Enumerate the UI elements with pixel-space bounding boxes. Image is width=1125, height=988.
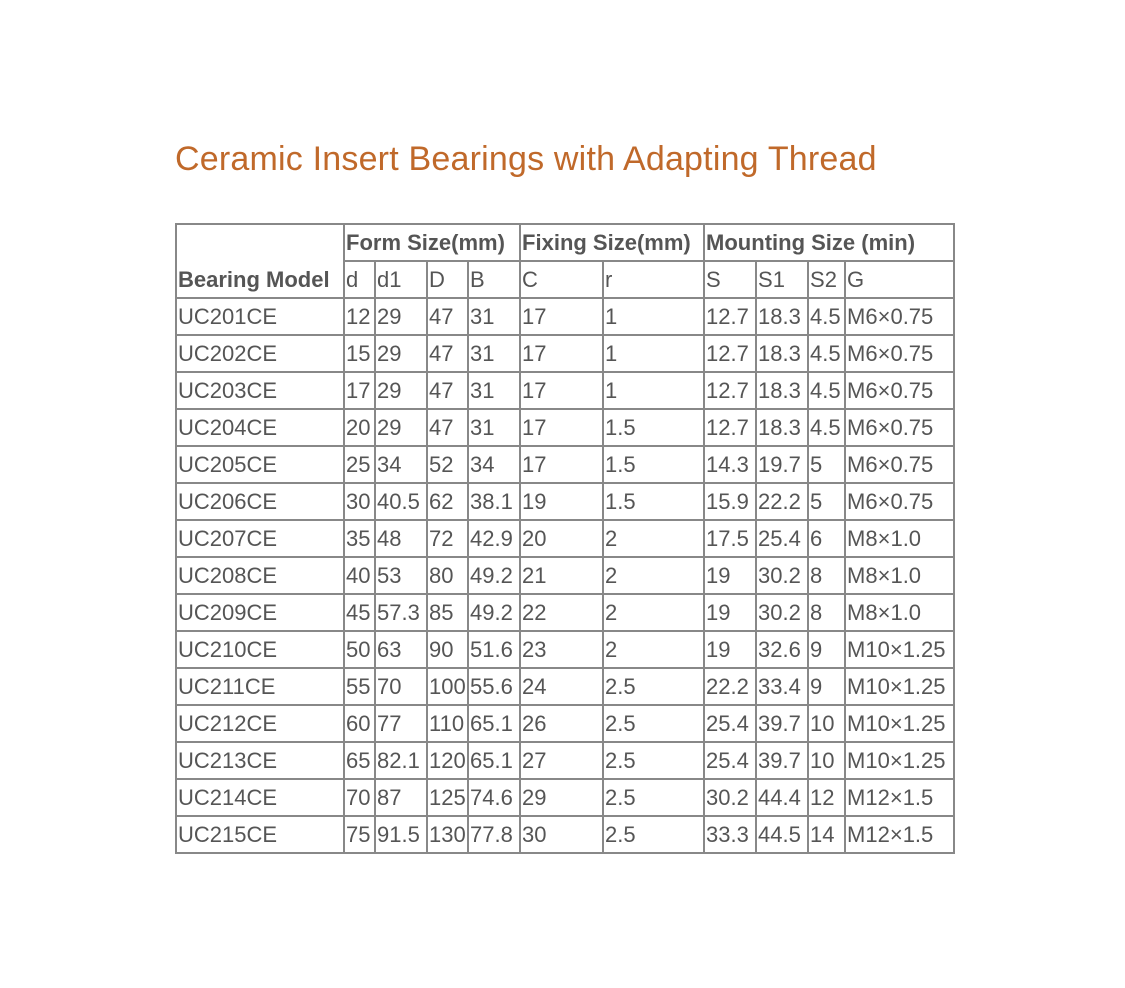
cell-D: 47 (427, 409, 468, 446)
cell-S: 12.7 (704, 372, 756, 409)
cell-d1: 40.5 (375, 483, 427, 520)
cell-d: 35 (344, 520, 375, 557)
cell-d1: 87 (375, 779, 427, 816)
cell-S2: 10 (808, 742, 845, 779)
cell-S1: 39.7 (756, 705, 808, 742)
cell-B: 77.8 (468, 816, 520, 853)
cell-d1: 77 (375, 705, 427, 742)
cell-d: 40 (344, 557, 375, 594)
column-header-d1: d1 (375, 261, 427, 298)
cell-r: 1 (603, 335, 704, 372)
cell-d1: 29 (375, 372, 427, 409)
cell-S1: 44.5 (756, 816, 808, 853)
cell-G: M10×1.25 (845, 705, 954, 742)
cell-C: 23 (520, 631, 603, 668)
table-row (176, 372, 954, 409)
cell-C: 20 (520, 520, 603, 557)
cell-C: 21 (520, 557, 603, 594)
cell-S1: 32.6 (756, 631, 808, 668)
cell-S2: 4.5 (808, 298, 845, 335)
cell-d: 30 (344, 483, 375, 520)
cell-r: 1 (603, 298, 704, 335)
cell-d: 45 (344, 594, 375, 631)
cell-d: 50 (344, 631, 375, 668)
cell-G: M6×0.75 (845, 335, 954, 372)
cell-C: 17 (520, 446, 603, 483)
cell-S2: 4.5 (808, 409, 845, 446)
column-header-S1: S1 (756, 261, 808, 298)
cell-C: 30 (520, 816, 603, 853)
cell-S1: 18.3 (756, 372, 808, 409)
cell-r: 2.5 (603, 742, 704, 779)
column-header-bearing-model: Bearing Model (176, 224, 344, 298)
cell-G: M12×1.5 (845, 779, 954, 816)
cell-C: 24 (520, 668, 603, 705)
cell-D: 80 (427, 557, 468, 594)
cell-S2: 14 (808, 816, 845, 853)
cell-B: 38.1 (468, 483, 520, 520)
cell-C: 22 (520, 594, 603, 631)
cell-B: 55.6 (468, 668, 520, 705)
cell-S1: 30.2 (756, 557, 808, 594)
cell-C: 17 (520, 409, 603, 446)
cell-d: 15 (344, 335, 375, 372)
cell-bearing-model: UC203CE (176, 372, 344, 409)
cell-r: 2 (603, 631, 704, 668)
table-row (176, 483, 954, 520)
cell-d: 12 (344, 298, 375, 335)
table-row (176, 816, 954, 853)
cell-S1: 18.3 (756, 335, 808, 372)
group-header-fixing-size: Fixing Size(mm) (520, 224, 704, 261)
cell-bearing-model: UC202CE (176, 335, 344, 372)
cell-r: 2 (603, 520, 704, 557)
table-row (176, 594, 954, 631)
cell-G: M6×0.75 (845, 372, 954, 409)
cell-bearing-model: UC210CE (176, 631, 344, 668)
cell-C: 27 (520, 742, 603, 779)
cell-S2: 9 (808, 631, 845, 668)
cell-r: 2 (603, 594, 704, 631)
cell-S2: 12 (808, 779, 845, 816)
cell-d: 17 (344, 372, 375, 409)
cell-C: 17 (520, 335, 603, 372)
cell-G: M12×1.5 (845, 816, 954, 853)
cell-d1: 82.1 (375, 742, 427, 779)
cell-bearing-model: UC215CE (176, 816, 344, 853)
table-row (176, 779, 954, 816)
cell-D: 100 (427, 668, 468, 705)
cell-d: 65 (344, 742, 375, 779)
cell-S1: 44.4 (756, 779, 808, 816)
cell-S1: 39.7 (756, 742, 808, 779)
column-header-d: d (344, 261, 375, 298)
cell-bearing-model: UC211CE (176, 668, 344, 705)
cell-S1: 19.7 (756, 446, 808, 483)
cell-B: 65.1 (468, 742, 520, 779)
cell-r: 2.5 (603, 779, 704, 816)
cell-bearing-model: UC214CE (176, 779, 344, 816)
table-row (176, 446, 954, 483)
column-header-S2: S2 (808, 261, 845, 298)
cell-d1: 70 (375, 668, 427, 705)
table-row (176, 705, 954, 742)
cell-S2: 8 (808, 594, 845, 631)
cell-S: 14.3 (704, 446, 756, 483)
cell-d1: 29 (375, 409, 427, 446)
cell-S2: 4.5 (808, 372, 845, 409)
cell-G: M6×0.75 (845, 409, 954, 446)
cell-G: M8×1.0 (845, 594, 954, 631)
cell-B: 31 (468, 372, 520, 409)
column-header-S: S (704, 261, 756, 298)
cell-r: 2.5 (603, 705, 704, 742)
cell-S: 17.5 (704, 520, 756, 557)
cell-B: 74.6 (468, 779, 520, 816)
cell-S2: 5 (808, 446, 845, 483)
cell-S: 22.2 (704, 668, 756, 705)
cell-d: 55 (344, 668, 375, 705)
cell-B: 34 (468, 446, 520, 483)
cell-d1: 63 (375, 631, 427, 668)
cell-S1: 18.3 (756, 298, 808, 335)
cell-d1: 29 (375, 335, 427, 372)
cell-D: 110 (427, 705, 468, 742)
cell-bearing-model: UC212CE (176, 705, 344, 742)
cell-r: 2 (603, 557, 704, 594)
cell-S: 25.4 (704, 742, 756, 779)
cell-bearing-model: UC205CE (176, 446, 344, 483)
cell-S2: 8 (808, 557, 845, 594)
cell-S: 19 (704, 594, 756, 631)
cell-d: 25 (344, 446, 375, 483)
group-header-mounting-size: Mounting Size (min) (704, 224, 954, 261)
page-title: Ceramic Insert Bearings with Adapting Thread (175, 140, 877, 178)
cell-d: 60 (344, 705, 375, 742)
cell-G: M10×1.25 (845, 742, 954, 779)
cell-D: 125 (427, 779, 468, 816)
table-row (176, 335, 954, 372)
cell-D: 47 (427, 372, 468, 409)
cell-S2: 10 (808, 705, 845, 742)
cell-D: 62 (427, 483, 468, 520)
cell-d1: 29 (375, 298, 427, 335)
cell-G: M6×0.75 (845, 483, 954, 520)
cell-D: 120 (427, 742, 468, 779)
table-row (176, 668, 954, 705)
cell-C: 29 (520, 779, 603, 816)
cell-G: M10×1.25 (845, 668, 954, 705)
group-header-form-size: Form Size(mm) (344, 224, 520, 261)
cell-D: 72 (427, 520, 468, 557)
table-row (176, 631, 954, 668)
cell-B: 31 (468, 335, 520, 372)
cell-bearing-model: UC209CE (176, 594, 344, 631)
column-header-G: G (845, 261, 954, 298)
cell-C: 26 (520, 705, 603, 742)
cell-S1: 22.2 (756, 483, 808, 520)
cell-C: 19 (520, 483, 603, 520)
cell-B: 31 (468, 409, 520, 446)
cell-D: 85 (427, 594, 468, 631)
cell-B: 65.1 (468, 705, 520, 742)
cell-G: M6×0.75 (845, 298, 954, 335)
cell-bearing-model: UC204CE (176, 409, 344, 446)
cell-D: 47 (427, 335, 468, 372)
cell-S: 12.7 (704, 409, 756, 446)
cell-r: 1.5 (603, 483, 704, 520)
cell-d1: 91.5 (375, 816, 427, 853)
table-row (176, 520, 954, 557)
cell-bearing-model: UC201CE (176, 298, 344, 335)
cell-S1: 30.2 (756, 594, 808, 631)
cell-S1: 18.3 (756, 409, 808, 446)
cell-D: 130 (427, 816, 468, 853)
table-row (176, 742, 954, 779)
cell-bearing-model: UC206CE (176, 483, 344, 520)
table-row (176, 409, 954, 446)
cell-S: 12.7 (704, 298, 756, 335)
cell-D: 90 (427, 631, 468, 668)
cell-D: 47 (427, 298, 468, 335)
cell-S1: 25.4 (756, 520, 808, 557)
cell-S: 15.9 (704, 483, 756, 520)
table-row (176, 557, 954, 594)
cell-S: 25.4 (704, 705, 756, 742)
column-header-r: r (603, 261, 704, 298)
cell-r: 1 (603, 372, 704, 409)
cell-S: 19 (704, 557, 756, 594)
cell-S2: 5 (808, 483, 845, 520)
cell-r: 1.5 (603, 409, 704, 446)
cell-d1: 34 (375, 446, 427, 483)
table-row (176, 298, 954, 335)
cell-d: 75 (344, 816, 375, 853)
cell-bearing-model: UC207CE (176, 520, 344, 557)
group-header-row (176, 224, 954, 261)
cell-B: 31 (468, 298, 520, 335)
cell-S2: 9 (808, 668, 845, 705)
cell-G: M10×1.25 (845, 631, 954, 668)
cell-C: 17 (520, 372, 603, 409)
cell-B: 49.2 (468, 594, 520, 631)
cell-bearing-model: UC213CE (176, 742, 344, 779)
cell-B: 51.6 (468, 631, 520, 668)
column-header-B: B (468, 261, 520, 298)
cell-r: 1.5 (603, 446, 704, 483)
cell-r: 2.5 (603, 816, 704, 853)
cell-d1: 57.3 (375, 594, 427, 631)
bearing-spec-table (175, 223, 955, 854)
cell-S: 30.2 (704, 779, 756, 816)
cell-C: 17 (520, 298, 603, 335)
cell-G: M8×1.0 (845, 557, 954, 594)
cell-d: 70 (344, 779, 375, 816)
cell-S: 19 (704, 631, 756, 668)
cell-D: 52 (427, 446, 468, 483)
cell-S2: 4.5 (808, 335, 845, 372)
cell-S2: 6 (808, 520, 845, 557)
cell-S: 33.3 (704, 816, 756, 853)
cell-B: 42.9 (468, 520, 520, 557)
cell-B: 49.2 (468, 557, 520, 594)
cell-G: M8×1.0 (845, 520, 954, 557)
cell-G: M6×0.75 (845, 446, 954, 483)
cell-d1: 48 (375, 520, 427, 557)
cell-d1: 53 (375, 557, 427, 594)
column-header-C: C (520, 261, 603, 298)
column-header-D: D (427, 261, 468, 298)
cell-d: 20 (344, 409, 375, 446)
cell-S: 12.7 (704, 335, 756, 372)
cell-bearing-model: UC208CE (176, 557, 344, 594)
cell-S1: 33.4 (756, 668, 808, 705)
cell-r: 2.5 (603, 668, 704, 705)
